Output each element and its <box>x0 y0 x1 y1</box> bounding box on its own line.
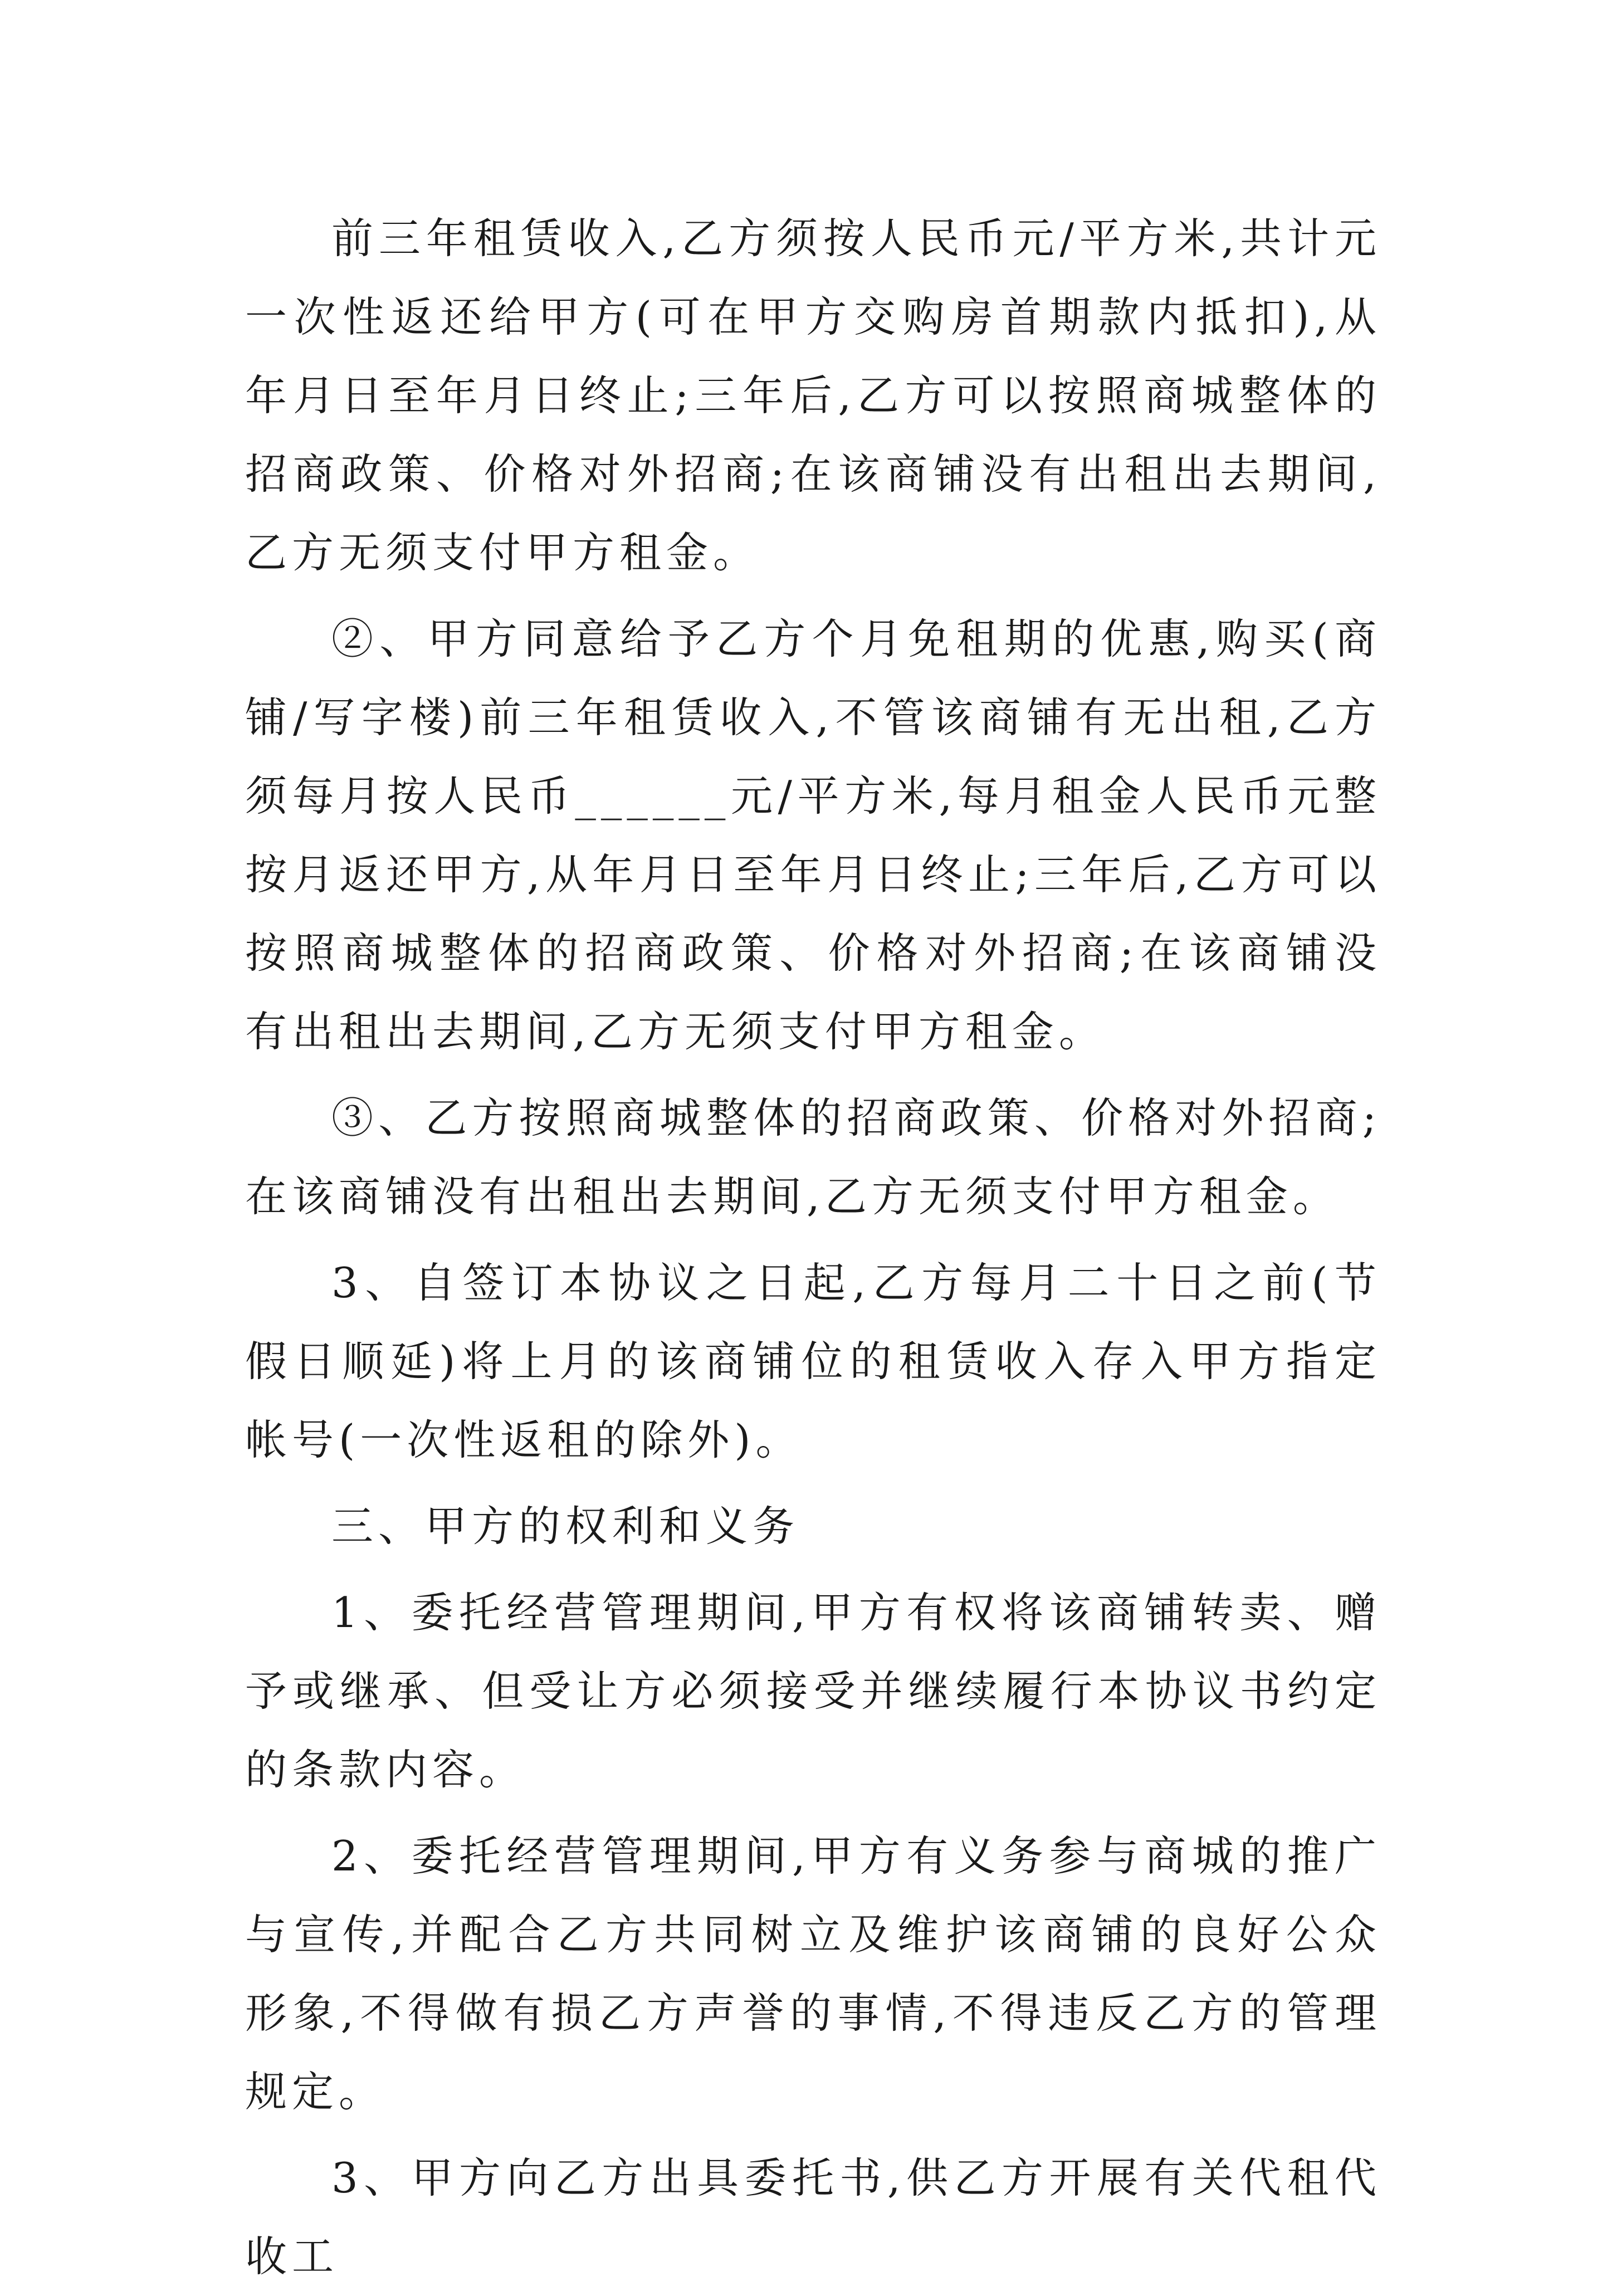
section-heading-party-a-rights: 三、甲方的权利和义务 <box>331 1502 800 1551</box>
paragraph-transfer-rights: 1、委托经营管理期间,甲方有权将该商铺转卖、赠予或继承、但受让方必须接受并继续履行本协议书约定的条款内容。 <box>245 1588 1381 1794</box>
paragraph-monthly-deposit: 3、自签订本协议之日起,乙方每月二十日之前(节假日顺延)将上月的该商铺位的租赁收入存入甲方指定帐号(一次性返租的除外)。 <box>245 1258 1381 1464</box>
paragraph-external-leasing: ③、乙方按照商城整体的招商政策、价格对外招商;在该商铺没有出租出去期间,乙方无须支付甲方租金。 <box>245 1093 1381 1221</box>
paragraph-power-of-attorney: 3、甲方向乙方出具委托书,供乙方开展有关代租代收工 <box>245 2153 1381 2281</box>
paragraph-rent-free-period: ②、甲方同意给予乙方个月免租期的优惠,购买(商铺/写字楼)前三年租赁收入,不管该商铺有无出租,乙方须每月按人民币______元/平方米,每月租金人民币元整按月返还甲方,从年月日至年月日终止;三年后,乙方可以按照商城整体的招商政策、价格对外招商;在该商铺没有出租出去期间,乙方无须支付甲方租金。 <box>245 614 1381 1056</box>
document-body <box>245 199 1381 2296</box>
paragraph-promotion-duty: 2、委托经营管理期间,甲方有义务参与商城的推广与宣传,并配合乙方共同树立及维护该商铺的良好公众形象,不得做有损乙方声誉的事情,不得违反乙方的管理规定。 <box>245 1831 1381 2116</box>
paragraph-rental-income-refund: 前三年租赁收入,乙方须按人民币元/平方米,共计元一次性返还给甲方(可在甲方交购房首期款内抵扣),从年月日至年月日终止;三年后,乙方可以按照商城整体的招商政策、价格对外招商;在该商铺没有出租出去期间,乙方无须支付甲方租金。 <box>245 214 1381 577</box>
